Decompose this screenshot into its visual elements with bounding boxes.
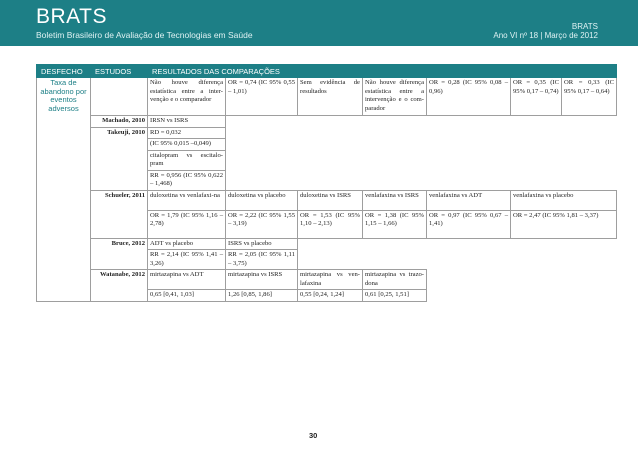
brand-title: BRATS bbox=[36, 5, 107, 28]
result-cell: RR = 2,05 (IC 95% 1,11 – 3,75) bbox=[226, 250, 298, 270]
bulletin-subtitle: Boletim Brasileiro de Avaliação de Tecnologias em Saúde bbox=[36, 30, 253, 40]
table-row bbox=[37, 78, 617, 116]
comparison-cell: duloxetina vs ISRS bbox=[298, 190, 363, 210]
result-cell: OR = 0,97 (IC 95% 0,67 – 1,41) bbox=[427, 210, 511, 238]
outcome-cell: Taxa de abandono por eventos adversos bbox=[37, 78, 91, 302]
issue-info: Ano VI nº 18 | Março de 2012 bbox=[493, 31, 598, 40]
result-cell: 1,26 [0,85, 1,86] bbox=[226, 290, 298, 302]
result-cell: 0,61 [0,25, 1,51] bbox=[363, 290, 427, 302]
comparison-cell: IRSN vs ISRS bbox=[148, 116, 226, 128]
result-cell: Não houve diferença estatística entre a intervenção e o com-parador bbox=[363, 78, 427, 116]
result-cell: OR = 1,53 (IC 95% 1,10 – 2,13) bbox=[298, 210, 363, 238]
result-cell: OR = 1,79 (IC 95% 1,16 – 2,78) bbox=[148, 210, 226, 238]
col-resultados: RESULTADOS DAS COMPARAÇÕES bbox=[148, 65, 617, 78]
result-cell: RD = 0,032 bbox=[148, 127, 226, 139]
result-cell: RR = 0,956 (IC 95% 0,622 – 1,468) bbox=[148, 170, 226, 190]
comparison-cell: ADT vs placebo bbox=[148, 238, 226, 250]
brand-right: BRATS bbox=[571, 22, 598, 31]
page-number: 30 bbox=[309, 431, 318, 440]
result-cell: Não houve diferença estatística entre a inter-venção e o comparador bbox=[148, 78, 226, 116]
result-cell: OR = 0,28 (IC 95% 0,08 – 0,96) bbox=[427, 78, 511, 116]
study-machado: Machado, 2010 bbox=[91, 116, 148, 128]
comparison-cell: mirtazapina vs trazo-dona bbox=[363, 270, 427, 290]
comparison-cell: mirtazapina vs ven-lafaxina bbox=[298, 270, 363, 290]
result-cell: OR = 2,22 (IC 95% 1,55 – 3,19) bbox=[226, 210, 298, 238]
study-schueler: Schueler, 2011 bbox=[91, 190, 148, 238]
table-row bbox=[37, 270, 617, 290]
comparison-cell: mirtazapina vs ADT bbox=[148, 270, 226, 290]
comparison-cell: venlafaxina vs placebo bbox=[511, 190, 617, 210]
comparison-cell: venlafaxina vs ISRS bbox=[363, 190, 427, 210]
table-header-row bbox=[37, 65, 617, 78]
comparison-cell: citalopram vs escitalo-pram bbox=[148, 150, 226, 170]
table-row bbox=[37, 116, 617, 128]
col-desfecho: DESFECHO bbox=[37, 65, 91, 78]
result-cell: 0,65 [0,41, 1,03] bbox=[148, 290, 226, 302]
comparison-cell: venlafaxina vs ADT bbox=[427, 190, 511, 210]
study-watanabe: Watanabe, 2012 bbox=[91, 270, 148, 302]
col-estudos: ESTUDOS bbox=[91, 65, 148, 78]
table-row bbox=[37, 127, 617, 139]
result-cell: OR = 2,47 (IC 95% 1,81 – 3,37) bbox=[511, 210, 617, 238]
result-cell: OR = 0,35 (IC 95% 0,17 – 0,74) bbox=[511, 78, 562, 116]
comparison-cell: duloxetina vs placebo bbox=[226, 190, 298, 210]
table-row bbox=[37, 190, 617, 210]
comparison-cell: ISRS vs placebo bbox=[226, 238, 298, 250]
result-cell: OR = 1,38 (IC 95% 1,15 – 1,66) bbox=[363, 210, 427, 238]
result-cell: OR = 0,33 (IC 95% 0,17 – 0,64) bbox=[562, 78, 617, 116]
table-row bbox=[37, 238, 617, 250]
comparison-cell: mirtazapina vs ISRS bbox=[226, 270, 298, 290]
result-cell: 0,55 [0,24, 1,24] bbox=[298, 290, 363, 302]
result-cell: RR = 2,14 (IC 95% 1,41 – 3,26) bbox=[148, 250, 226, 270]
study-takeuji: Takeuji, 2010 bbox=[91, 127, 148, 190]
result-cell: (IC 95% 0,015 –0,049) bbox=[148, 139, 226, 151]
header-banner bbox=[0, 0, 638, 46]
result-cell: OR = 0,74 (IC 95% 0,55 – 1,01) bbox=[226, 78, 298, 116]
results-table bbox=[36, 64, 617, 302]
comparison-cell: duloxetina vs venlafaxi-na bbox=[148, 190, 226, 210]
study-bruce: Bruce, 2012 bbox=[91, 238, 148, 270]
result-cell: Sem evidência de resultados bbox=[298, 78, 363, 116]
